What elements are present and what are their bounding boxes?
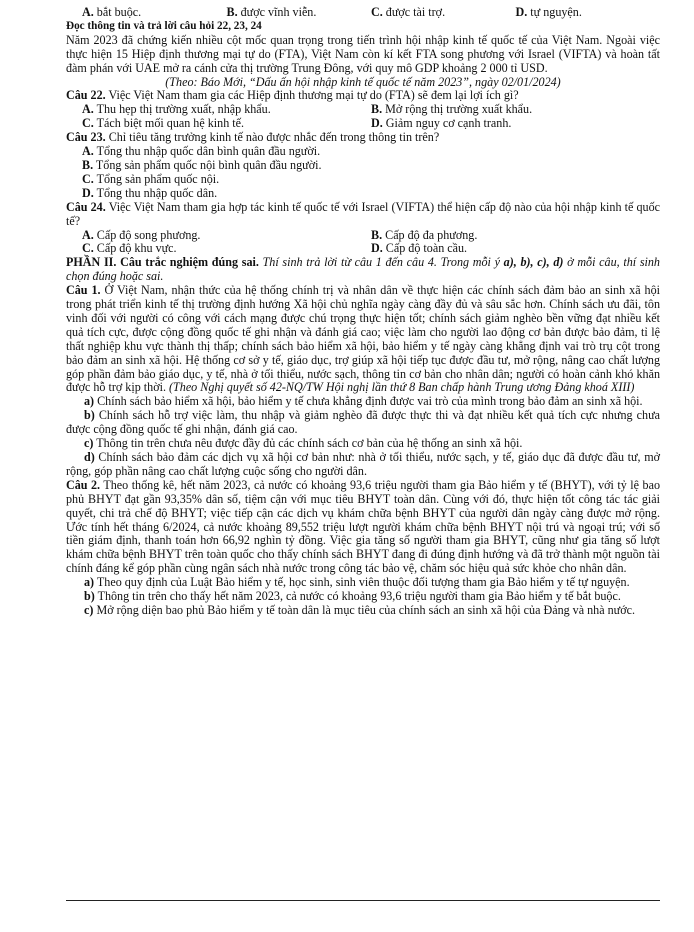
q21-option-d: [516, 6, 661, 20]
q21-option-c: [371, 6, 516, 20]
option-text: tự nguyện.: [530, 5, 582, 19]
option-text: Tách biệt mối quan hệ kinh tế.: [96, 116, 245, 131]
option-text: Tổng sản phẩm quốc nội bình quân đầu người.: [95, 157, 322, 172]
statement-text: Chính sách bảo đảm các dịch vụ xã hội cơ bản như: nhà ở tối thiểu, nước sạch, y tế, giáo dục đã được đầu tư, mở rộng, góp phần nâng cao chất lượng cuộc sống cho người dân.: [66, 450, 660, 478]
option-letter: D.: [82, 185, 94, 200]
q21-option-b: [227, 6, 372, 20]
true-false-question-2: [66, 479, 660, 576]
option-text: Giảm nguy cơ cạnh tranh.: [385, 116, 512, 131]
statement-text: Theo quy định của Luật Bảo hiểm y tế, học sinh, sinh viên thuộc đối tượng tham gia Bảo hiểm y tế tự nguyện.: [96, 575, 630, 590]
option-letter: B.: [371, 102, 383, 117]
q22-options-row1: [66, 103, 660, 117]
question-label: Câu 23.: [66, 130, 106, 145]
question-24: [66, 201, 660, 229]
question-label: Câu 22.: [66, 88, 106, 103]
option-letter: A.: [82, 5, 94, 19]
option-text: Tổng thu nhập quốc dân.: [96, 185, 218, 200]
question-text: Theo thống kê, hết năm 2023, cả nước có khoảng 93,6 triệu người tham gia Bảo hiểm y tế (BHYT), với tỷ lệ bao phủ BHYT đạt gần 93,35% dân số, tiệm cận với mục tiêu BHYT toàn dân. Cùng với đó, thực hiện tốt công tác tác giải quyết, chi trả chế độ BHYT; việc tiếp cận các dịch vụ khám chữa bệnh BHYT của người dân ngày càng được mở rộng. Ước tính hết tháng 6/2024, cả nước khoảng 89,552 triệu lượt người khám chữa bệnh BHYT nội trú và ngoại trú; với số tiền giám định, thanh toán hơn 66,92 nghìn tỷ đồng. Việc gia tăng số người tham gia BHYT, cũng như gia tăng số lượt khám chữa bệnh BHYT trên toàn quốc cho thấy chính sách BHYT đang đi đúng định hướng và đã trở thành một nguồn tài chính đáng kể góp phần cùng ngân sách nhà nước trong công tác bảo vệ, chăm sóc hiệu quả sức khỏe cho nhân dân.: [66, 477, 660, 576]
c2-statement-c: [66, 604, 660, 618]
option-text: được tài trợ.: [385, 5, 446, 19]
option-text: Cấp độ toàn cầu.: [385, 241, 468, 256]
statement-text: Chính sách bảo hiểm xã hội, bảo hiểm y tế chưa khẳng định được vai trò của mình trong bảo đảm an sinh xã hội.: [97, 394, 643, 409]
question-text: Việc Việt Nam tham gia hợp tác kinh tế quốc tế với Israel (VIFTA) thể hiện cấp độ nào của hội nhập kinh tế quốc tế?: [66, 199, 661, 228]
statement-mark: c): [84, 602, 94, 617]
option-letter: A.: [82, 227, 94, 242]
q22-options-row2: [66, 117, 660, 131]
q22-option-d: [371, 117, 660, 131]
q24-options-row1: [66, 229, 660, 243]
statement-mark: d): [84, 450, 95, 464]
statement-mark: c): [84, 436, 94, 451]
q21-option-a: [82, 6, 227, 20]
statement-mark: a): [84, 575, 95, 590]
part2-instruction-b: ở mỗi câu, thí sinh chọn đúng hoặc sai.: [66, 255, 660, 284]
q22-option-c: [82, 117, 371, 131]
c1-statement-a: [66, 395, 660, 409]
reading-passage: Năm 2023 đã chứng kiến nhiều cột mốc quan trọng trong tiến trình hội nhập kinh tế quốc tế của Việt Nam. Ngoài việc thực hiện 15 Hiệp định thương mại tự do (FTA), Việt Nam còn kí kết FTA song phương với Israel (VIFTA) và hoàn tất đàm phán với UAE mở ra cánh cửa thị trường Trung Đông, với quy mô GDP khoảng 2 000 tỉ USD.: [66, 32, 660, 75]
option-letter: D.: [371, 116, 383, 131]
statement-text: Thông tin trên cho thấy hết năm 2023, cả nước có khoảng 93,6 triệu người tham gia Bảo hiểm y tế bắt buộc.: [97, 589, 621, 604]
question-source: (Theo Nghị quyết số 42-NQ/TW Hội nghị lần thứ 8 Ban chấp hành Trung ương Đảng khoá XIII): [169, 380, 635, 395]
statement-text: Chính sách hỗ trợ việc làm, thu nhập và giảm nghèo đã được thực thi và đạt nhiều kết quả tích cực nhưng chưa được cộng đồng quốc tế ghi nhận, đánh giá cao.: [66, 408, 660, 437]
option-text: Cấp độ đa phương.: [385, 227, 478, 242]
option-text: bắt buộc.: [96, 5, 142, 19]
question-23: [66, 131, 660, 145]
part2-instruction-a: Thí sinh trả lời từ câu 1 đến câu 4. Trong mỗi ý: [262, 255, 500, 270]
c2-statement-a: [66, 576, 660, 590]
question-label: Câu 24.: [66, 199, 106, 214]
option-letter: B.: [371, 227, 383, 242]
option-text: Cấp độ khu vực.: [96, 241, 177, 256]
option-text: Cấp độ song phương.: [96, 227, 201, 242]
question-text: Việc Việt Nam tham gia các Hiệp định thương mại tự do (FTA) sẽ đem lại lợi ích gì?: [108, 88, 519, 103]
question-label: Câu 1.: [66, 283, 101, 298]
statement-mark: b): [84, 589, 95, 604]
question-text: Ở Việt Nam, nhận thức của hệ thống chính trị và nhân dân về thực hiện các chính sách đảm bảo an sinh xã hội trong phát triển kinh tế thị trường định hướng Xã hội chủ nghĩa ngày càng đầy đủ và sâu sắc hơn. Chính sách ưu đãi, tôn vinh đối với người có công với cách mạng được chú trọng thực hiện tốt; chính sách giảm nghèo bền vững đạt nhiều kết quả tích cực, được cộng đồng quốc tế ghi nhận và đánh giá cao; việc làm cho người lao động cơ bản được bảo đảm, tỉ lệ thất nghiệp khu vực thành thị thấp; chính sách bảo hiểm xã hội, bảo hiểm y tế ngày càng khẳng định vai trò trụ cột trong bảo đảm an sinh xã hội. Hệ thống cơ sở y tế, giáo dục, trợ giúp xã hội tiếp tục được đầu tư, mở rộng, nâng cao chất lượng góp phần đảm bảo giáo dục, y tế, nhà ở tối thiểu, nước sạch, thông tin cơ bản cho nhân dân; người có hoàn cảnh khó khăn được hỗ trợ kịp thời.: [66, 283, 660, 395]
c2-statement-b: [66, 590, 660, 604]
c1-statement-c: [66, 437, 660, 451]
question-text: Chỉ tiêu tăng trưởng kinh tế nào được nhắc đến trong thông tin trên?: [108, 130, 440, 145]
option-letter: C.: [371, 5, 383, 19]
statement-mark: a): [84, 394, 95, 409]
statement-mark: b): [84, 408, 95, 423]
option-text: Tổng sản phẩm quốc nội.: [96, 171, 220, 186]
option-letter: B.: [226, 5, 238, 19]
option-letter: A.: [82, 144, 94, 159]
question-22: [66, 89, 660, 103]
part2-title: PHẦN II. Câu trắc nghiệm đúng sai.: [66, 255, 259, 270]
q24-option-b: [371, 229, 660, 243]
statement-text: Mở rộng diện bao phủ Bảo hiểm y tế toàn dân là mục tiêu của chính sách an sinh xã hội của Đảng và nhà nước.: [96, 602, 635, 617]
option-letter: C.: [82, 171, 94, 186]
reading-source: (Theo: Báo Mới, “Dấu ấn hội nhập kinh tế quốc tế năm 2023”, ngày 02/01/2024): [165, 74, 561, 89]
true-false-question-1: [66, 284, 660, 395]
option-letter: C.: [82, 116, 94, 131]
option-letter: D.: [515, 5, 528, 19]
q21-options: [66, 6, 660, 20]
q23-option-c: [66, 173, 660, 187]
option-text: Thu hẹp thị trường xuất, nhập khẩu.: [96, 102, 271, 117]
q24-option-a: [82, 229, 371, 243]
option-letter: B.: [82, 157, 94, 172]
c1-statement-b: [66, 409, 660, 437]
option-letter: C.: [82, 241, 94, 256]
q22-option-b: [371, 103, 660, 117]
option-letter: A.: [82, 102, 94, 117]
part2-instruction-marks: a), b), c), d): [503, 255, 564, 270]
footer-divider: [66, 900, 660, 901]
question-label: Câu 2.: [66, 477, 101, 492]
option-text: Mở rộng thị trường xuất khẩu.: [385, 102, 533, 117]
q23-option-a: [66, 145, 660, 159]
reading-title: Đọc thông tin và trả lời câu hỏi 22, 23, 24: [66, 19, 262, 32]
part2-heading: [66, 256, 660, 284]
c1-statement-d: [66, 451, 660, 479]
q23-option-d: [66, 187, 660, 201]
option-text: được vĩnh viễn.: [240, 5, 317, 19]
statement-text: Thông tin trên chưa nêu được đầy đủ các chính sách cơ bản của hệ thống an sinh xã hội.: [96, 436, 523, 451]
q22-option-a: [82, 103, 371, 117]
q23-option-b: [66, 159, 660, 173]
option-text: Tổng thu nhập quốc dân bình quân đầu người.: [96, 144, 321, 159]
option-letter: D.: [371, 241, 383, 256]
